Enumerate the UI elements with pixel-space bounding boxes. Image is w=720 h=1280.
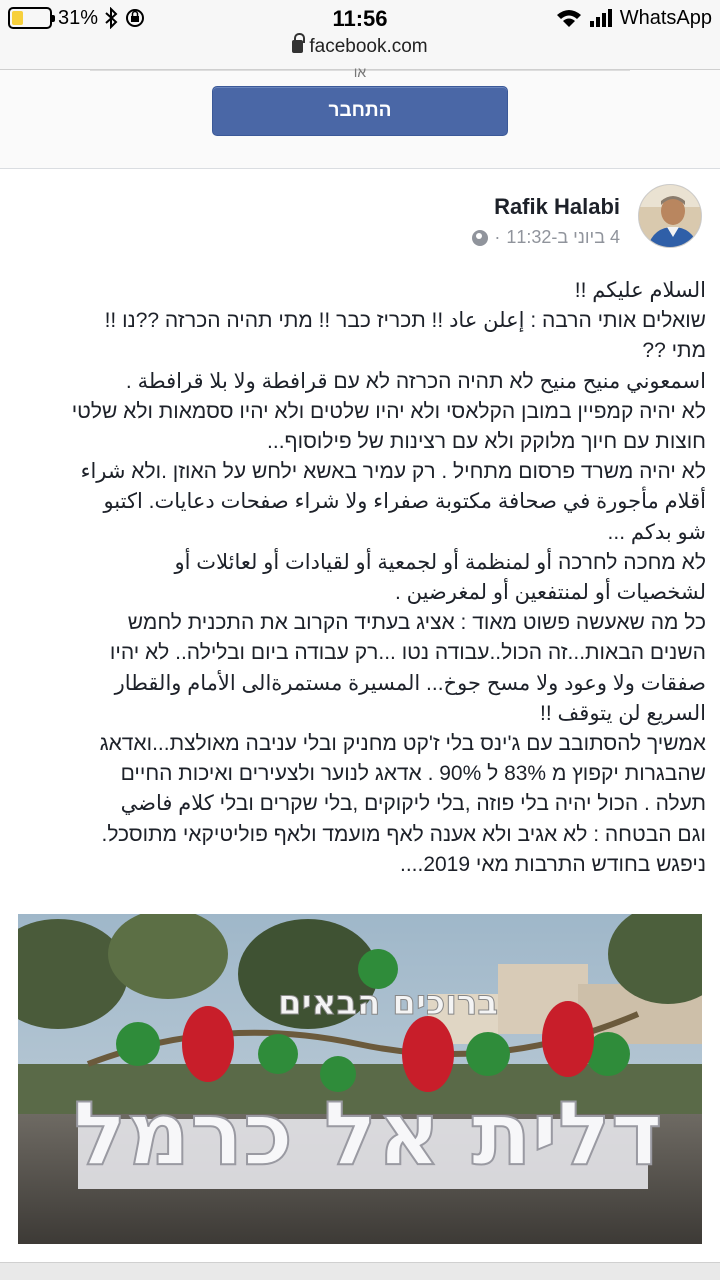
post-line: תעלה . הכול יהיה בלי פוזה ,בלי ליקוקים ,בלי שקרים ובלי كلام فاضي — [120, 792, 706, 816]
post-line: السريع لن يتوقف !! — [540, 701, 706, 725]
post-line: اسمعوني منيح منيح לא תהיה הכרזה לא עם قرافطة ولا بلا قرافطة . — [125, 369, 706, 393]
section-divider — [0, 168, 720, 169]
signal-icon — [590, 9, 612, 27]
clock: 11:56 — [332, 6, 388, 31]
post-line: מתי ?? — [642, 339, 706, 363]
connect-button[interactable]: התחבר — [212, 86, 508, 136]
post-line: ניפגש בחודש התרבות מאי 2019.... — [399, 852, 706, 876]
post-line: לא מחכה לחרכה أو لمنظمة أو لجمعية أو لقيادات أو لعائلات أو — [174, 550, 706, 574]
post-image[interactable] — [18, 914, 702, 1244]
post-body — [14, 276, 706, 880]
post-line: السلام عليكم !! — [574, 279, 706, 302]
status-right — [556, 6, 712, 30]
sign-top-text: ברוכים הבאים — [277, 983, 499, 1023]
post-line: لشخصيات أو لمنتفعين أو لمغرضين . — [394, 581, 706, 605]
post-line: صفقات ولا وعود ولا مسح جوخ... المسيرة مستمرةالى الأمام والقطار — [114, 671, 706, 695]
or-label: או — [353, 64, 367, 80]
post-line: שואלים אותי הרבה : إعلن عاد !! תכריז כבר !! מתי תהיה הכרזה ??נו !! — [104, 309, 706, 333]
post-line: חוצות עם חיוך מלוקק ולא עם רצינות של פילוסוף... — [267, 430, 706, 454]
post-line: לא יהיה משרד פרסום מתחיל . רק עמיר באשא ילחש על האוזן .ולא شراء — [80, 460, 706, 484]
post-timestamp[interactable]: 4 ביוני ב-11:32 — [506, 227, 620, 247]
globe-icon — [472, 230, 488, 246]
lock-icon — [292, 40, 303, 53]
battery-percent: 31% — [58, 6, 99, 29]
post-line: أقلام مأجورة في صحافة مكتوبة صفراء ولا شراء صفحات دعايات. اكتبو — [103, 490, 706, 514]
status-bar — [0, 0, 720, 36]
avatar[interactable] — [638, 184, 702, 248]
bottom-toolbar — [0, 1262, 720, 1280]
post-line: כל מה שאעשה פשוט מאוד : אציג בעתיד הקרוב את התכנית לחמש — [127, 611, 706, 635]
meta-separator: · — [494, 227, 501, 247]
post-line: שהבגרות יקפוץ מ 83% ל 90% . אדאג לנוער ולצעירים ואיכות החיים — [120, 762, 706, 786]
post-line: אמשיך להסתובב עם ג'ינס בלי ז'קט מחניק ובלי עניבה מאולצת...ואדאג — [99, 732, 706, 756]
post-line: شو بدكم ... — [607, 520, 706, 544]
post-line: וגם הבטחה : לא אגיב ולא אענה לאף מועמד ולאף פוליטיקאי מתוסכל. — [101, 822, 706, 846]
wifi-icon — [556, 8, 582, 28]
post-meta — [472, 227, 620, 248]
post-line: לא יהיה קמפיין במובן הקלאסי ולא יהיו שלטים ולא יהיו ססמאות ולא שלטי — [71, 399, 706, 423]
sign-main-text: דלית אל כרמל — [73, 1082, 663, 1185]
login-section — [0, 64, 720, 168]
post-line: השנים הבאות...זה הכול..עבודה נטו ...רק עבודה ביום ובלילה.. לא יהיו — [109, 641, 706, 665]
post-author[interactable]: Rafik Halabi — [494, 194, 620, 219]
carrier-label: WhatsApp — [619, 6, 712, 29]
url-text: facebook.com — [309, 36, 428, 57]
